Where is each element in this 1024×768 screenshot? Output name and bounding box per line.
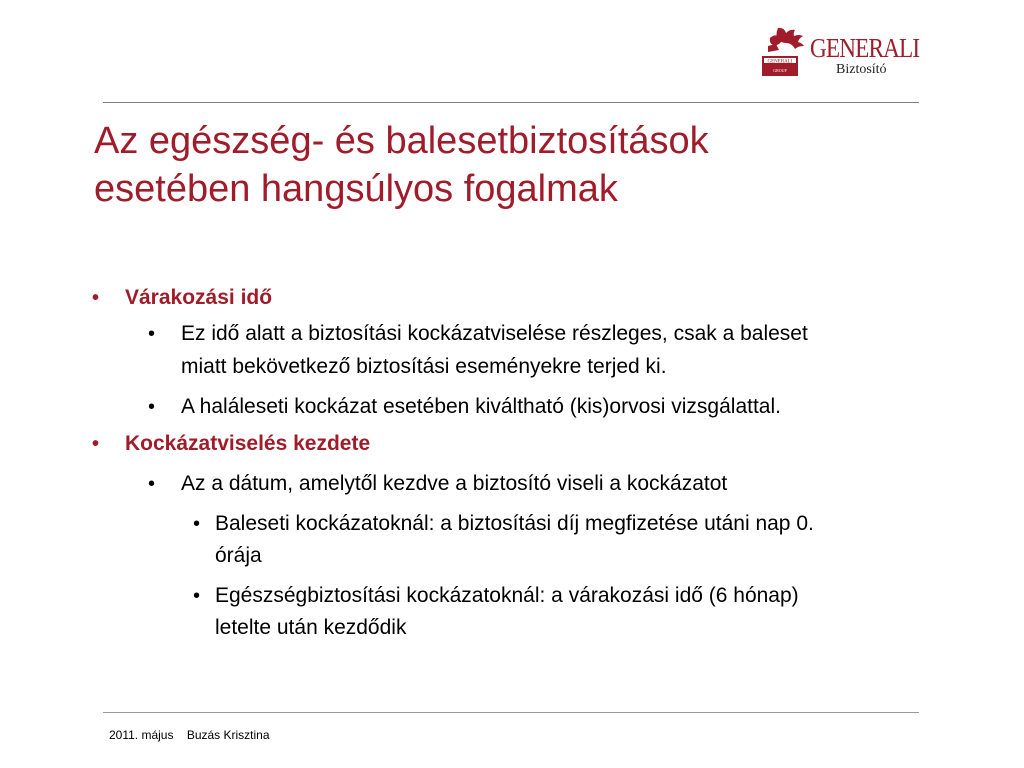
bullet-icon: • bbox=[193, 585, 201, 607]
logo-subtitle: Biztosító bbox=[836, 62, 887, 77]
bullet-icon: • bbox=[148, 396, 156, 418]
logo-brand-text: GENERALI bbox=[810, 33, 920, 63]
sub-list-item-text: Baleseti kockázatoknál: a biztosítási díj megfizetése utáni nap 0. bbox=[215, 512, 814, 535]
section-heading-coverage-start: Kockázatviselés kezdete bbox=[125, 432, 371, 455]
bullet-icon: • bbox=[148, 473, 156, 495]
footer-divider bbox=[103, 712, 919, 713]
list-item-text: A haláleseti kockázat esetében kiváltható (kis)orvosi vizsgálattal. bbox=[181, 395, 781, 418]
section-heading-waiting-period: Várakozási idő bbox=[125, 286, 273, 309]
svg-text:GENERALI: GENERALI bbox=[767, 59, 793, 65]
lion-emblem-icon bbox=[760, 26, 808, 78]
list-item-text: Az a dátum, amelytől kezdve a biztosító viseli a kockázatot bbox=[181, 472, 728, 495]
list-item-text: miatt bekövetkező biztosítási eseményekre terjed ki. bbox=[181, 355, 667, 378]
slide-title bbox=[94, 117, 974, 213]
bullet-icon: • bbox=[148, 323, 156, 345]
bullet-icon: • bbox=[92, 287, 100, 309]
title-line-1: Az egészség- és balesetbiztosítások bbox=[94, 120, 709, 162]
footer bbox=[109, 728, 270, 742]
footer-date: 2011. május bbox=[109, 728, 174, 742]
generali-logo bbox=[760, 26, 925, 84]
bullet-icon: • bbox=[92, 433, 100, 455]
title-line-2: esetében hangsúlyos fogalmak bbox=[94, 168, 618, 210]
svg-text:GROUP: GROUP bbox=[773, 68, 787, 73]
header-divider bbox=[103, 102, 919, 103]
footer-author: Buzás Krisztina bbox=[186, 728, 270, 742]
sub-list-item-text: letelte után kezdődik bbox=[215, 616, 407, 639]
bullet-icon: • bbox=[193, 513, 201, 535]
list-item-text: Ez idő alatt a biztosítási kockázatviselése részleges, csak a baleset bbox=[181, 322, 808, 345]
sub-list-item-text: órája bbox=[215, 544, 262, 567]
sub-list-item-text: Egészségbiztosítási kockázatoknál: a várakozási idő (6 hónap) bbox=[215, 584, 799, 607]
